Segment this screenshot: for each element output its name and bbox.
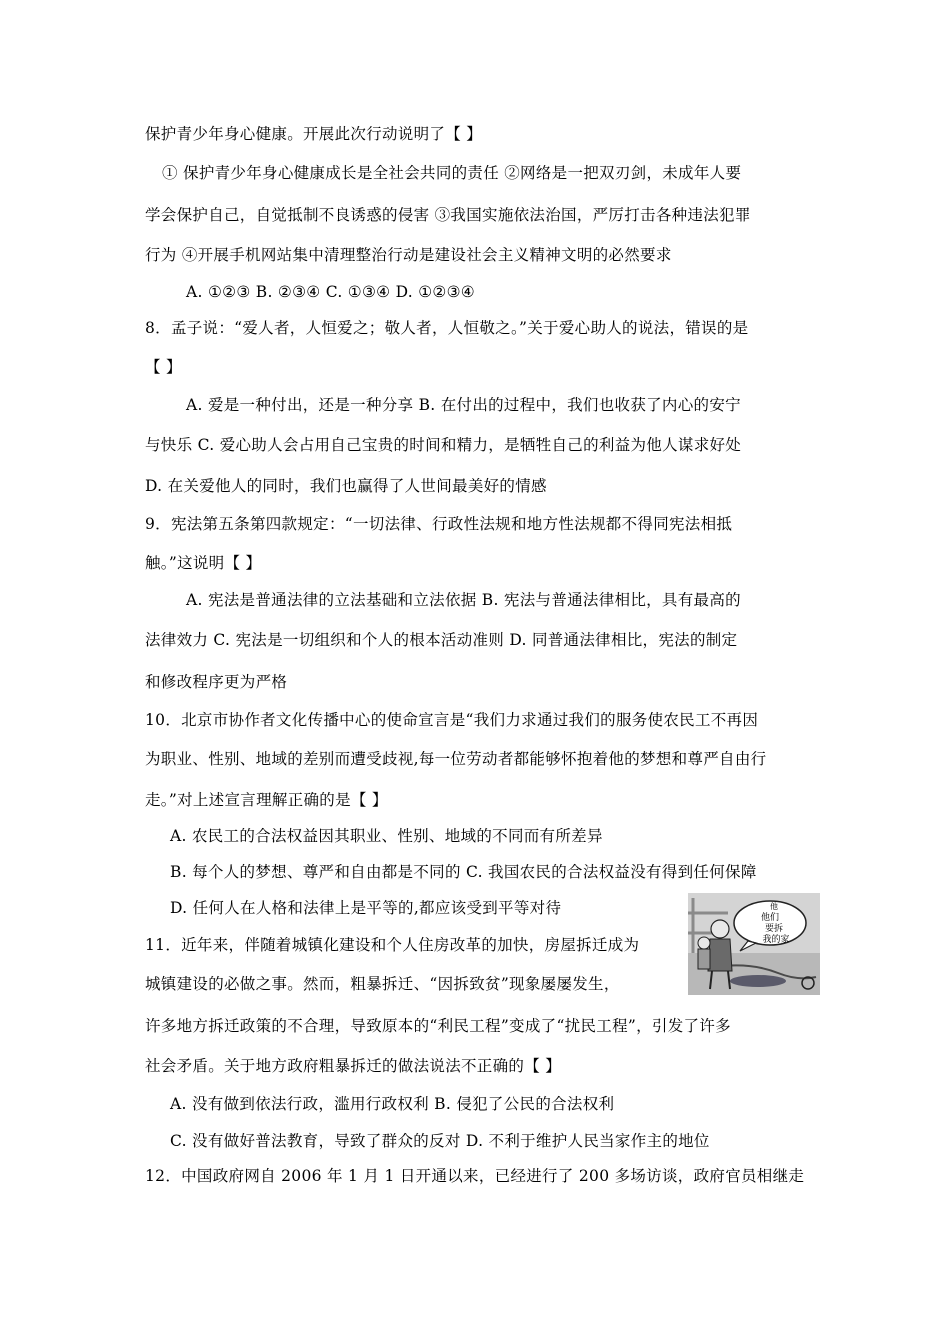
bubble-text: 要拆 [764, 924, 784, 934]
text-line: 学会保护自己，自觉抵制不良诱惑的侵害 ③我国实施依法治国，严厉打击各种违法犯罪 [145, 206, 751, 224]
text-line: 与快乐 C. 爱心助人会占用自己宝贵的时间和精力，是牺牲自己的利益为他人谋求好处 [145, 436, 742, 454]
bubble-text: 他 [770, 902, 778, 911]
text-line: 城镇建设的必做之事。然而，粗暴拆迁、“因拆致贫”现象屡屡发生， [145, 975, 620, 993]
text-line: C. 没有做好普法教育，导致了群众的反对 D. 不利于维护人民当家作主的地位 [170, 1132, 710, 1150]
text-line: 法律效力 C. 宪法是一切组织和个人的根本活动准则 D. 同普通法律相比，宪法的制定 [145, 631, 738, 649]
demolition-cartoon-image [688, 893, 820, 995]
question-12: 12．中国政府网自 2006 年 1 月 1 日开通以来，已经进行了 200 多场访谈，政府官员相继走 [145, 1167, 805, 1185]
text-line: 【 】 [145, 358, 182, 376]
text-line: A. 宪法是普通法律的立法基础和立法依据 B. 宪法与普通法律相比，具有最高的 [186, 591, 741, 609]
text-line: A. ①②③ B. ②③④ C. ①③④ D. ①②③④ [186, 283, 476, 301]
bubble-text: 他们 [760, 913, 780, 923]
text-line: 为职业、性别、地域的差别而遭受歧视,每一位劳动者都能够怀抱着他的梦想和尊严自由行 [145, 750, 767, 768]
text-line: ① 保护青少年身心健康成长是全社会共同的责任 ②网络是一把双刃剑，未成年人要 [162, 164, 742, 182]
text-line: B. 每个人的梦想、尊严和自由都是不同的 C. 我国农民的合法权益没有得到任何保障 [170, 863, 757, 881]
text-line: 触。”这说明【 】 [145, 554, 262, 572]
text-line: 保护青少年身心健康。开展此次行动说明了【 】 [145, 125, 483, 143]
text-line: 社会矛盾。关于地方政府粗暴拆迁的做法说法不正确的【 】 [145, 1057, 562, 1075]
question-10: 10．北京市协作者文化传播中心的使命宣言是“我们力求通过我们的服务使农民工不再因 [145, 711, 759, 729]
text-line: 和修改程序更为严格 [145, 673, 288, 691]
question-8: 8．孟子说：“爱人者，人恒爱之；敬人者，人恒敬之。”关于爱心助人的说法，错误的是 [145, 319, 749, 337]
text-line: A. 爱是一种付出，还是一种分享 B. 在付出的过程中，我们也收获了内心的安宁 [186, 396, 741, 414]
text-line: D. 任何人在人格和法律上是平等的,都应该受到平等对待 [170, 899, 562, 917]
text-line: 行为 ④开展手机网站集中清理整治行动是建设社会主义精神文明的必然要求 [145, 246, 672, 264]
text-line: D. 在关爱他人的同时，我们也赢得了人世间最美好的情感 [145, 477, 547, 495]
bubble-text: 我的家 [762, 935, 790, 945]
text-line: 许多地方拆迁政策的不合理，导致原本的“利民工程”变成了“扰民工程”，引发了许多 [145, 1017, 731, 1035]
text-line: A. 农民工的合法权益因其职业、性别、地域的不同而有所差异 [170, 827, 603, 845]
question-9: 9．宪法第五条第四款规定：“一切法律、行政性法规和地方性法规都不得同宪法相抵 [145, 515, 733, 533]
text-line: A. 没有做到依法行政，滥用行政权利 B. 侵犯了公民的合法权利 [170, 1095, 615, 1113]
text-line: 走。”对上述宣言理解正确的是【 】 [145, 791, 388, 809]
question-11: 11．近年来，伴随着城镇化建设和个人住房改革的加快，房屋拆迁成为 [145, 936, 640, 954]
